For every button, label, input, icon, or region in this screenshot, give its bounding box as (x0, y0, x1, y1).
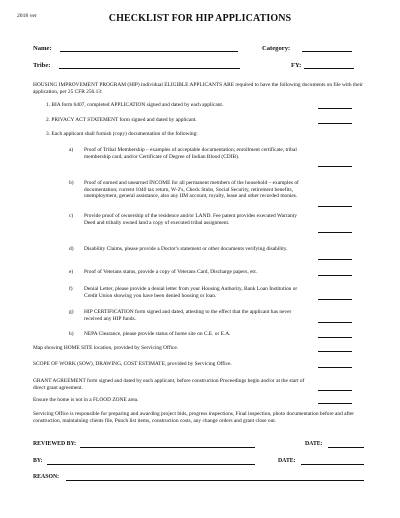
date-field-2[interactable] (301, 458, 364, 465)
fy-label: FY: (291, 62, 302, 69)
subitem-g-check[interactable] (318, 316, 352, 323)
subitem-f-text: Denial Letter, please provide a denial letter from your Housing Authority, Bank Loan Institution or Credit Union showing you have been denied housing or loan. (84, 286, 298, 299)
tribe-label: Tribe: (33, 62, 51, 69)
name-field[interactable] (60, 45, 238, 52)
name-label: Name: (33, 45, 52, 52)
subitem-e-letter: e) (69, 269, 74, 275)
item-1-check[interactable] (318, 102, 352, 109)
subitem-b-check[interactable] (318, 200, 352, 207)
grant-agreement-check[interactable] (318, 384, 352, 391)
scope-of-work-paragraph: SCOPE OF WORK (SOW), DRAWING, COST ESTIMATE, provided by Servicing Office. (33, 361, 232, 367)
subitem-a-check[interactable] (318, 160, 352, 167)
item-1: 1. BIA form 6407, completed APPLICATION signed and dated by each applicant. (46, 102, 224, 108)
subitem-d-check[interactable] (318, 253, 352, 260)
subitem-c-letter: c) (69, 213, 74, 219)
by-field[interactable] (47, 458, 255, 465)
subitem-f-letter: f) (69, 286, 73, 292)
subitem-e-text: Proof of Veterans status, provide a copy of Veterans Card, Discharge papers, etc. (84, 269, 258, 275)
flood-zone-check[interactable] (318, 397, 352, 404)
subitem-h-check[interactable] (318, 331, 352, 338)
by-label: BY: (33, 458, 43, 464)
reviewed-by-field[interactable] (80, 441, 255, 448)
reason-field[interactable] (66, 474, 364, 481)
date-field-1[interactable] (328, 441, 364, 448)
subitem-b-letter: b) (69, 180, 74, 186)
servicing-office-paragraph: Servicing Office is responsible for preparing and awarding project bids, progress inspections, Final inspection, photo documentation before and after construction, maintaining clients file, Punch list items, construction costs, any change orders and grant close out. (33, 411, 355, 424)
category-label: Category: (262, 45, 291, 52)
item-2: 2. PRIVACY ACT STATEMENT form signed and dated by applicant. (46, 117, 197, 123)
item-2-check[interactable] (318, 117, 352, 124)
item-3: 3. Each applicant shall furnish (copy) documentation of the following: (46, 131, 198, 137)
subitem-e-check[interactable] (318, 269, 352, 276)
fy-field[interactable] (304, 62, 354, 69)
home-site-check[interactable] (318, 345, 352, 352)
subitem-a-letter: a) (69, 147, 74, 153)
subitem-c-check[interactable] (318, 226, 352, 233)
flood-zone-paragraph: Ensure the home is not in a FLOOD ZONE area. (33, 397, 139, 403)
subitem-a-text: Proof of Tribal Membership – examples of acceptable documentation; enrollment certificate, tribal membership card, and/or Certificate of Degree of Indian Blood (CDIB). (84, 147, 297, 160)
subitem-b-text: Proof of earned and unearned INCOME for all permanent members of the household – examples of documentation; current 1040 tax return, W-2's, Check Stubs, Social Security, retirement benefits, unemployment, general assistance, also any IIM account, royalty, lease and other recorded monies. (84, 180, 299, 200)
subitem-d-text: Disability Claims, please provide a Doctor's statement or other documents verifying disability. (84, 246, 288, 252)
page-title: CHECKLIST FOR HIP APPLICATIONS (108, 13, 292, 24)
subitem-g-letter: g) (69, 309, 74, 315)
reason-label: REASON: (33, 474, 60, 480)
date-label-2: DATE: (278, 458, 296, 464)
grant-agreement-paragraph: GRANT AGREEMENT form signed and dated by each applicant, before construction Proceedings begin and/or at the start of direct grant agreement. (33, 378, 305, 391)
subitem-h-letter: h) (69, 331, 74, 337)
category-field[interactable] (302, 45, 352, 52)
reviewed-by-label: REVIEWED BY: (33, 441, 77, 447)
version-label: 2018 ver (17, 13, 37, 19)
subitem-d-letter: d) (69, 246, 74, 252)
home-site-paragraph: Map showing HOME SITE location, provided by Servicing Office. (33, 345, 179, 351)
subitem-g-text: HIP CERTIFICATION form signed and dated, attesting to the effect that the applicant has never received any HIP funds. (84, 309, 292, 322)
subitem-f-check[interactable] (318, 293, 352, 300)
intro-paragraph: HOUSING IMPROVEMENT PROGRAM (HIP) individual ELIGIBLE APPLICANTS ARE required to have the following documents on file with their application, per 25 CFR 256.13: (33, 82, 363, 95)
scope-of-work-check[interactable] (318, 361, 352, 368)
date-label-1: DATE: (305, 441, 323, 447)
subitem-c-text: Provide proof of ownership of the residence and/or LAND. Fee patent provides executed Warranty Deed and tribally owned land a copy of executed tribal assignment. (84, 213, 297, 226)
tribe-field[interactable] (59, 62, 240, 69)
subitem-h-text: NEPA Clearance, please provide status of home site on C.E. or E.A. (84, 331, 231, 337)
